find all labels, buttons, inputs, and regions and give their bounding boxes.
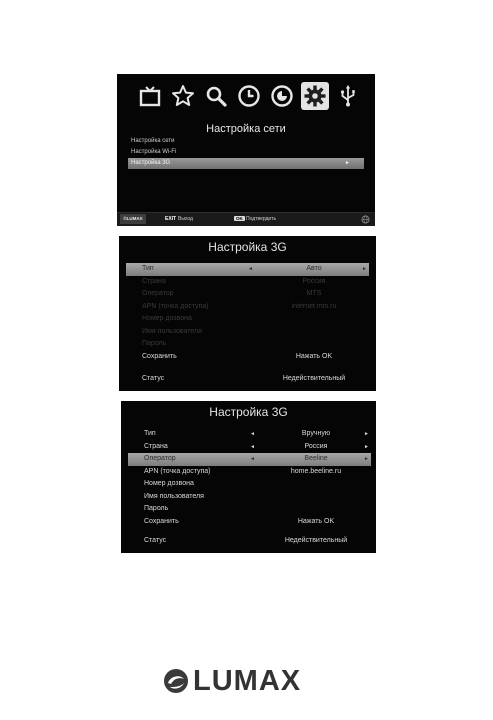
tv-icon[interactable] [136,82,164,110]
row-apn[interactable]: APN (точка доступа) home.beeline.ru [144,467,342,475]
network-menu-list [128,136,364,169]
row-username[interactable]: Имя пользователя [144,492,204,500]
brand-logo [163,665,333,697]
3g-settings-list [126,263,369,363]
usb-icon[interactable] [334,82,362,110]
3g-settings-auto-screen [119,236,376,391]
arrow-left-icon[interactable]: ◄ [250,431,255,437]
row-username: Имя пользователя [142,327,202,335]
row-save[interactable]: Сохранить Нажать OK [144,517,335,525]
3g-settings-manual-screen [121,401,376,553]
row-country[interactable]: Страна ◄ Россия ► [128,441,371,454]
search-icon[interactable] [202,82,230,110]
globe-icon [361,215,370,224]
page-title: Настройка 3G [208,240,287,254]
row-type[interactable]: Тип ◄ Авто ► [126,263,369,276]
chevron-right-icon: ► [345,160,350,166]
ok-label: Подтвердить [246,216,277,222]
row-dial-number[interactable]: Номер дозвона [144,480,194,487]
arrow-right-icon[interactable]: ► [364,443,369,450]
exit-label: Выход [178,216,193,222]
arrow-left-icon[interactable]: ◄ [250,456,255,462]
row-apn: APN (точка доступа) internet.mts.ru [142,302,337,310]
row-dial-number: Номер дозвона [142,315,192,322]
menu-item-network-settings[interactable]: Настройка сети [131,138,175,144]
gear-icon[interactable] [301,82,329,110]
exit-key[interactable]: EXIT [165,216,177,222]
star-icon[interactable] [169,82,197,110]
menu-item-wifi-settings[interactable]: Настройка Wi-Fi [131,149,177,155]
clock-timer-icon[interactable] [268,82,296,110]
status-row: Статус Недействительный [121,535,376,547]
status-value: Недействительный [284,537,348,544]
brand-name: LUMAX [193,664,302,697]
row-country: Страна Россия [142,277,326,285]
page-title: Настройка сети [206,123,286,135]
row-password[interactable]: Пароль [144,505,169,512]
page-title: Настройка 3G [209,405,288,419]
ok-key[interactable]: OK [236,216,243,221]
lumax-logo: ©LUMAX [120,214,146,224]
arrow-right-icon[interactable]: ► [364,431,369,437]
status-row: Статус Недействительный [119,373,376,385]
row-operator: Оператор MTS [142,290,322,297]
row-type[interactable]: Тип ◄ Вручную ► [128,428,371,441]
arrow-left-icon[interactable]: ◄ [250,443,255,450]
lumax-swirl-icon [163,668,189,694]
arrow-right-icon[interactable]: ► [364,456,369,462]
arrow-left-icon[interactable]: ◄ [248,266,253,272]
menu-item-3g-settings[interactable]: Настройка 3G ► [128,158,364,169]
row-save[interactable]: Сохранить Нажать OK [142,352,333,360]
row-password: Пароль [142,340,167,347]
row-operator[interactable]: Оператор ◄ Beeline ► [128,453,371,466]
3g-settings-list [128,428,371,528]
footer-bar [117,212,375,226]
status-value: Недействительный [282,375,346,382]
arrow-right-icon[interactable]: ► [362,266,367,272]
clock-icon[interactable] [235,82,263,110]
network-settings-screen [117,74,375,226]
main-menu-icon-bar [136,82,362,110]
